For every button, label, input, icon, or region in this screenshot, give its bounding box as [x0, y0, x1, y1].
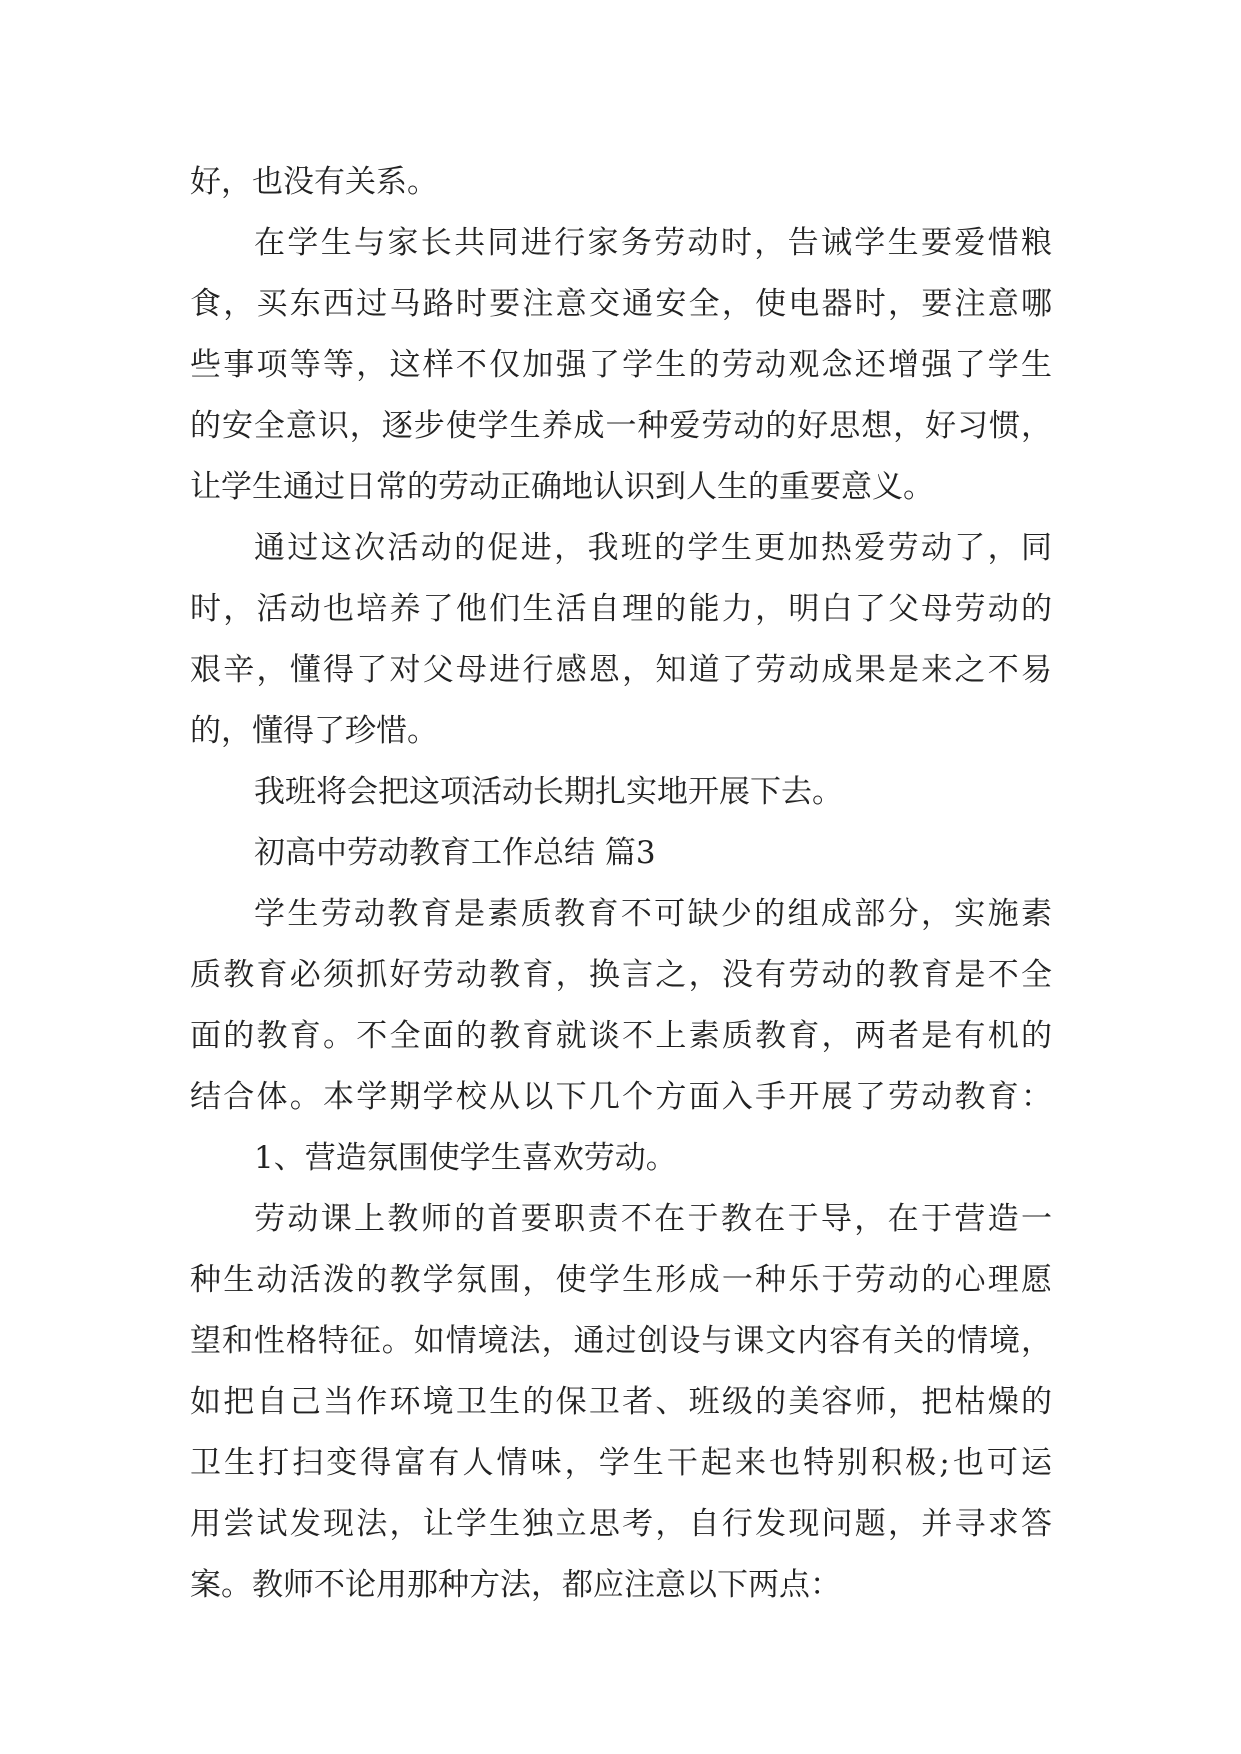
text-line: 的，懂得了珍惜。	[190, 713, 438, 749]
section-heading: 初高中劳动教育工作总结 篇3	[254, 835, 656, 871]
text-line: 卫生打扫变得富有人情味，学生干起来也特别积极;也可运	[190, 1445, 1052, 1481]
text-line: 让学生通过日常的劳动正确地认识到人生的重要意义。	[190, 469, 934, 505]
text-line: 面的教育。不全面的教育就谈不上素质教育，两者是有机的	[190, 1018, 1052, 1054]
text-line: 结合体。本学期学校从以下几个方面入手开展了劳动教育：	[190, 1079, 1052, 1115]
text-line: 艰辛，懂得了对父母进行感恩，知道了劳动成果是来之不易	[190, 652, 1052, 688]
paragraph-start-line: 我班将会把这项活动长期扎实地开展下去。	[254, 774, 843, 810]
text-line: 望和性格特征。如情境法，通过创设与课文内容有关的情境，	[190, 1323, 1052, 1359]
text-line: 案。教师不论用那种方法，都应注意以下两点：	[190, 1567, 841, 1603]
text-line: 食，买东西过马路时要注意交通安全，使电器时，要注意哪	[190, 286, 1052, 322]
paragraph-start-line: 在学生与家长共同进行家务劳动时，告诫学生要爱惜粮	[254, 225, 1052, 261]
text-line: 些事项等等，这样不仅加强了学生的劳动观念还增强了学生	[190, 347, 1052, 383]
paragraph-start-line: 劳动课上教师的首要职责不在于教在于导，在于营造一	[254, 1201, 1052, 1237]
text-line: 用尝试发现法，让学生独立思考，自行发现问题，并寻求答	[190, 1506, 1052, 1542]
text-line: 的安全意识，逐步使学生养成一种爱劳动的好思想，好习惯，	[190, 408, 1052, 444]
text-line: 质教育必须抓好劳动教育，换言之，没有劳动的教育是不全	[190, 957, 1052, 993]
text-line: 好，也没有关系。	[190, 164, 438, 200]
document-body	[190, 152, 1052, 1616]
text-line: 种生动活泼的教学氛围，使学生形成一种乐于劳动的心理愿	[190, 1262, 1052, 1298]
text-line: 如把自己当作环境卫生的保卫者、班级的美容师，把枯燥的	[190, 1384, 1052, 1420]
text-line: 时，活动也培养了他们生活自理的能力，明白了父母劳动的	[190, 591, 1052, 627]
paragraph-start-line: 学生劳动教育是素质教育不可缺少的组成部分，实施素	[254, 896, 1052, 932]
list-item-heading: 1、营造氛围使学生喜欢劳动。	[254, 1140, 677, 1176]
paragraph-start-line: 通过这次活动的促进，我班的学生更加热爱劳动了，同	[254, 530, 1052, 566]
